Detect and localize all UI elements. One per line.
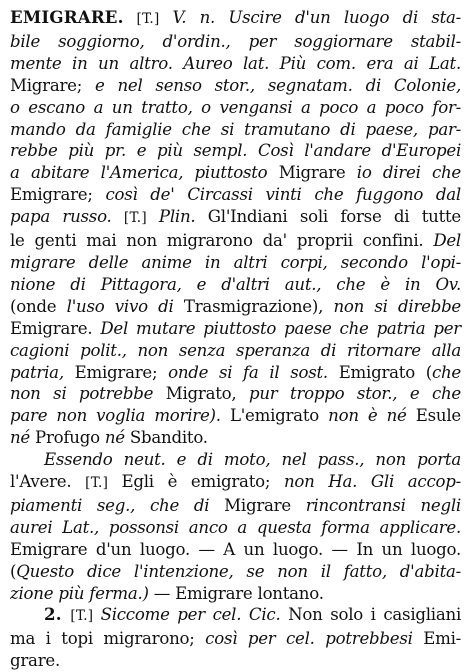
text-run: Trasmigrazione), xyxy=(183,296,334,316)
entry-line xyxy=(10,495,461,517)
text-run: non si direbbe xyxy=(333,296,462,316)
text-run: Migrare xyxy=(278,163,346,183)
text-run: Migrare; xyxy=(10,75,95,95)
entry-line xyxy=(10,140,461,162)
text-run: Migrare xyxy=(224,495,306,515)
entry-line xyxy=(10,252,461,274)
text-run: — Emigrare lontano. xyxy=(153,583,324,603)
entry-line xyxy=(10,427,461,449)
text-run: V. n. Uscire d'un luogo di sta- xyxy=(172,8,462,27)
entry-line xyxy=(10,75,461,97)
text-run: non Ha. Gli accop- xyxy=(283,472,461,492)
source-tag: [T.] xyxy=(123,11,173,27)
text-run: patria, xyxy=(10,362,75,382)
entry-line xyxy=(10,362,461,384)
text-run: Emi- xyxy=(423,629,461,649)
text-run: papa russo. xyxy=(10,207,124,227)
text-run: zione più ferma.) xyxy=(10,583,154,603)
text-run: l'Avere. xyxy=(10,472,86,492)
entry-line xyxy=(10,184,461,206)
entry-line xyxy=(10,650,461,672)
source-tag: [T.] xyxy=(123,210,159,227)
entry-line xyxy=(10,405,461,427)
headword: EMIGRARE. xyxy=(10,7,124,27)
text-run: così per cel. potrebbesi xyxy=(205,629,424,649)
entry-line xyxy=(10,7,461,31)
entry-line xyxy=(10,119,461,141)
entry-line xyxy=(10,628,461,650)
source-tag: [T.] xyxy=(85,475,122,492)
text-run: pare non voglia morire). xyxy=(10,406,230,426)
text-run: così de' Circassi vinti che fuggono dal xyxy=(105,185,461,205)
entry-line xyxy=(10,383,461,405)
entry-line xyxy=(10,561,461,583)
text-run: ( xyxy=(10,561,17,581)
text-run: non si potrebbe xyxy=(10,384,166,404)
text-run: a abitare l'America, piuttosto xyxy=(10,163,279,183)
text-run: Essendo neut. e di moto, nel pass., non porta xyxy=(44,450,461,470)
entry-line xyxy=(10,340,461,362)
text-run: io direi che xyxy=(345,163,461,183)
text-run: piamenti seg., che di xyxy=(10,495,225,515)
text-run: non è né xyxy=(328,406,416,426)
source-tag: [T.] xyxy=(70,608,101,625)
text-run: aurei Lat., possonsi anco a questa forma applicare. xyxy=(10,517,461,537)
text-run: bile soggiorno, d'ordin., per soggiornare stabil- xyxy=(10,31,461,51)
text-run: l'uso vivo di xyxy=(66,296,184,316)
entry-line xyxy=(10,517,461,539)
text-run: Del mutare piuttosto paese che patria per xyxy=(100,318,461,338)
text-run: Migrato, xyxy=(165,384,249,404)
text-run: Profugo xyxy=(35,428,105,448)
text-run: Non solo i casigliani xyxy=(288,605,461,625)
entry-line xyxy=(10,230,461,252)
text-run: Gl'Indiani soli forse di tutte xyxy=(207,207,461,227)
entry-line xyxy=(10,97,461,119)
text-run: le genti mai non migrarono da' proprii confini. xyxy=(10,231,434,251)
text-run: migrare delle anime in altri corpi, secondo l'opi- xyxy=(10,252,461,272)
entry-line xyxy=(10,206,461,230)
text-run: Emigrare d'un luogo. — A un luogo. — In un luogo. xyxy=(10,539,461,559)
text-run: mando da famiglie che si tramutano di paese, par- xyxy=(10,119,461,139)
entry-line xyxy=(10,274,461,296)
text-run: Plin. xyxy=(158,207,208,227)
text-run: Questo dice l'intenzione, se non il fatto, d'abita- xyxy=(16,561,461,581)
sense-number: 2. xyxy=(44,604,71,625)
entry-line xyxy=(10,31,461,53)
text-run: Siccome per cel. Cic. xyxy=(100,605,289,625)
text-run: né xyxy=(10,428,36,448)
text-run: L'emigrato xyxy=(229,406,329,426)
entry-line xyxy=(10,162,461,184)
entry-line xyxy=(10,471,461,495)
entry-line xyxy=(10,53,461,75)
entry-line xyxy=(10,318,461,340)
text-run: Del xyxy=(433,231,461,251)
text-run: rincontransi negli xyxy=(305,495,461,515)
entry-line xyxy=(10,449,461,471)
text-run: Emigrare; xyxy=(74,362,169,382)
entry-line xyxy=(10,296,461,318)
entry-text xyxy=(10,7,461,672)
text-run: e nel senso stor., segnatam. di Colonie, xyxy=(95,75,461,95)
text-run: Emigrare. xyxy=(10,318,101,338)
text-run: nione di Pittagora, e d'altri aut., che è in Ov. xyxy=(10,274,461,294)
text-run: rebbe più pr. e più sempl. Così l'andare d'Europei xyxy=(10,141,461,161)
text-run: né xyxy=(104,428,130,448)
text-run: onde si fa il sost. xyxy=(168,362,339,382)
entry-line xyxy=(10,583,461,605)
text-run: Esule xyxy=(415,406,461,426)
text-run: Emigrare; xyxy=(10,185,106,205)
entry-line xyxy=(10,539,461,561)
text-run: che xyxy=(431,362,461,382)
text-run: cagioni polit., non senza speranza di ritornare alla xyxy=(10,340,461,360)
text-run: o escano a un tratto, o vengansi a poco a poco for- xyxy=(10,97,461,117)
text-run: mente in un altro. Aureo lat. Più com. era ai Lat. xyxy=(10,53,461,73)
text-run: Egli è emigrato; xyxy=(121,472,284,492)
text-run: pur troppo stor., e che xyxy=(248,384,462,404)
entry-line xyxy=(10,604,461,628)
text-run: Emigrato ( xyxy=(338,362,432,382)
text-run: (onde xyxy=(10,296,67,316)
text-run: grare. xyxy=(10,651,60,671)
text-run: Sbandito. xyxy=(129,428,208,448)
text-run: ma i topi migrarono; xyxy=(10,629,206,649)
